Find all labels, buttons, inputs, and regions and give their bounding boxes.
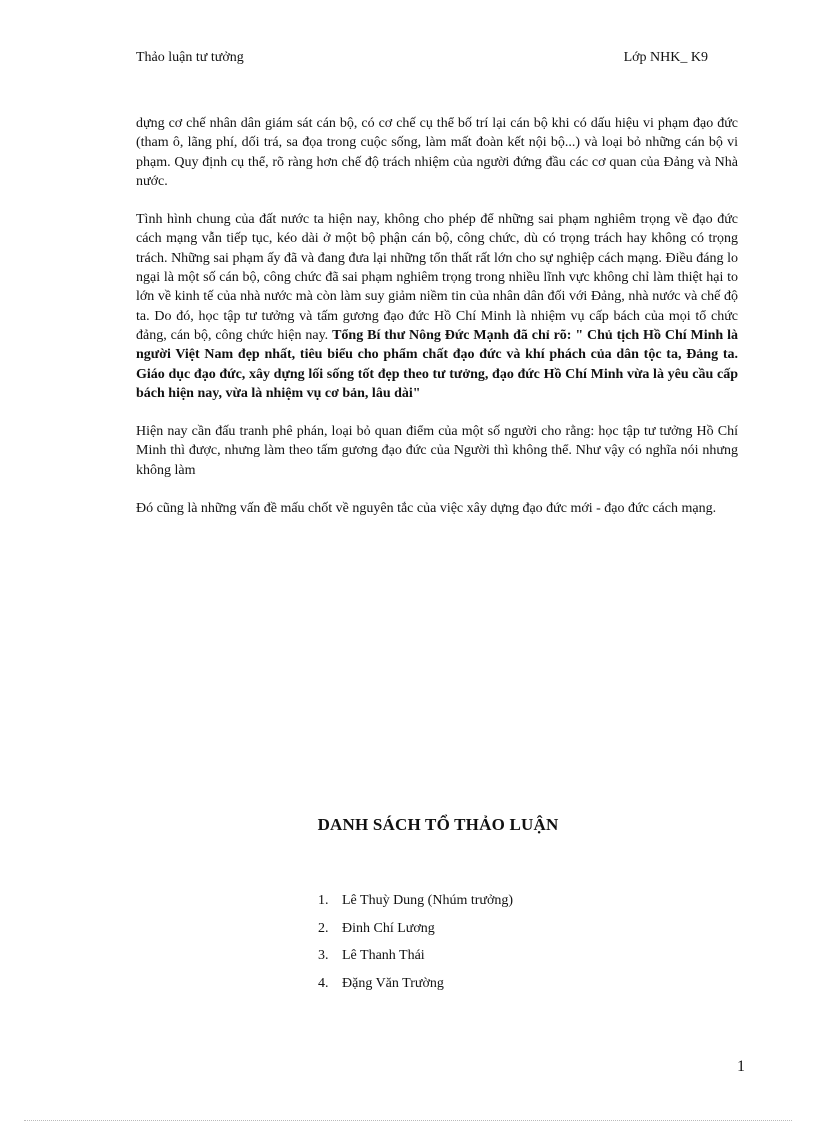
page-bottom-divider	[24, 1120, 792, 1121]
paragraph-2	[136, 210, 738, 403]
paragraph-3: Hiện nay cần đấu tranh phê phán, loại bỏ quan điểm của một số người cho rằng: học tập tư tưởng Hồ Chí Minh thì được, nhưng làm theo tấm gương đạo đức của Người thì không thể. Như vậy có nghĩa nói nhưng không làm	[136, 424, 738, 478]
list-item-name: Đặng Văn Trường	[342, 975, 444, 991]
list-item-name: Lê Thanh Thái	[342, 948, 425, 963]
list-item-number: 3.	[318, 948, 329, 963]
list-item-name: Đinh Chí Lương	[342, 920, 435, 936]
paragraph-2-quote: Tổng Bí thư Nông Đức Mạnh đã chỉ rõ: " Chủ tịch Hồ Chí Minh là người Việt Nam đẹp nhất, tiêu biểu cho phẩm chất đạo đức và khí phách của dân tộc ta, Đảng ta. Giáo dục đạo đức, xây dựng lối sống tốt đẹp theo tư tưởng, đạo đức Hồ Chí Minh vừa là yêu cầu cấp bách hiện nay, vừa là nhiệm vụ cơ bản, lâu dài"	[136, 327, 739, 401]
paragraph-4: Đó cũng là những vấn đề mấu chốt về nguyên tắc của việc xây dựng đạo đức mới - đạo đức cách mạng.	[136, 501, 717, 517]
list-item-number: 1.	[318, 893, 329, 908]
member-list	[318, 891, 513, 1001]
header-left-text: Thảo luận tư tưởng	[136, 50, 244, 65]
paragraph-2-text: Tình hình chung của đất nước ta hiện nay, không cho phép để những sai phạm nghiêm trọng về đạo đức cách mạng vẫn tiếp tục, kéo dài ở một bộ phận cán bộ, công chức, dù có trọng trách hay không có trọng trách. Những sai phạm ấy đã và đang đưa lại những tổn thất rất lớn cho sự nghiệp cách mạng. Điều đáng lo ngại là một số cán bộ, công chức đã sai phạm nghiêm trọng trong nhiều lĩnh vực không chỉ làm thiệt hại to lớn về kinh tế của nhà nước mà còn làm suy giảm niềm tin của nhân dân đối với Đảng, nhà nước và chế độ ta. Do đó, học tập tư tưởng và tấm gương đạo đức Hồ Chí Minh là nhiệm vụ cấp bách của mọi tổ chức đảng, cán bộ, công chức hiện nay.	[136, 212, 738, 343]
page-header	[136, 50, 708, 70]
list-item-name: Lê Thuỳ Dung (Nhúm trưởng)	[342, 893, 514, 908]
list-item	[318, 919, 513, 947]
list-item-number: 2.	[318, 920, 329, 936]
list-item-number: 4.	[318, 975, 329, 991]
document-body	[136, 114, 738, 537]
member-list-title: DANH SÁCH TỔ THẢO LUẬN	[317, 815, 559, 834]
header-right-text: Lớp NHK_ K9	[623, 50, 708, 65]
paragraph-1: dựng cơ chế nhân dân giám sát cán bộ, có cơ chế cụ thể bố trí lại cán bộ khi có dấu hiệu vi phạm đạo đức (tham ô, lãng phí, dối trá, sa đọa trong cuộc sống, làm mất đoàn kết nội bộ...) và loại bỏ những cán bộ vi phạm. Quy định cụ thể, rõ ràng hơn chế độ trách nhiệm của người đứng đầu các cơ quan của Đảng và Nhà nước.	[136, 116, 738, 189]
page-number: 1	[737, 1058, 745, 1075]
list-item	[318, 974, 513, 1002]
list-item	[318, 946, 513, 974]
list-item	[318, 891, 513, 919]
